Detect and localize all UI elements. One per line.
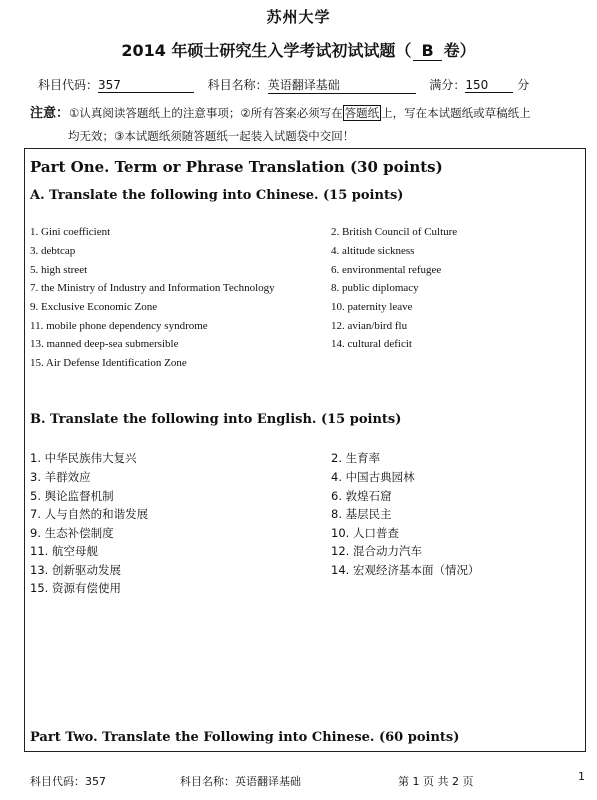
section-a-title: A. Translate the following into Chinese. (15 points) bbox=[30, 188, 404, 203]
subject-name-label: 科目名称： bbox=[207, 78, 268, 92]
term-item: 7. the Ministry of Industry and Information Technology bbox=[30, 282, 275, 294]
term-item: 8. 基层民主 bbox=[331, 507, 392, 521]
term-item: 13. manned deep-sea submersible bbox=[30, 338, 179, 350]
full-score-unit: 分 bbox=[517, 78, 530, 92]
term-item: 15. Air Defense Identification Zone bbox=[30, 357, 187, 369]
term-item: 12. 混合动力汽车 bbox=[331, 544, 422, 558]
term-item: 12. avian/bird flu bbox=[331, 320, 408, 332]
term-item: 4. altitude sickness bbox=[331, 245, 415, 257]
term-item: 9. Exclusive Economic Zone bbox=[30, 301, 158, 313]
term-item: 1. Gini coefficient bbox=[30, 226, 111, 238]
paper-letter: B bbox=[413, 41, 441, 61]
footer-subject-code: 科目代码：357 bbox=[30, 775, 106, 788]
term-item: 5. 舆论监督机制 bbox=[30, 489, 114, 503]
subject-code-value: 357 bbox=[98, 78, 194, 93]
exam-title-suffix: 卷） bbox=[443, 41, 476, 60]
part-two-title: Part Two. Translate the Following into Chinese. (60 points) bbox=[30, 730, 460, 745]
term-item: 4. 中国古典园林 bbox=[331, 470, 415, 484]
notes-line-2: 均无效；③本试题纸须随答题纸一起装入试题袋中交回！ bbox=[68, 129, 355, 143]
footer-page-count: 第 1 页 共 2 页 bbox=[398, 775, 474, 788]
term-item: 2. 生育率 bbox=[331, 451, 381, 465]
notes-line1-b: 上，写在本试题纸或草稿纸上 bbox=[381, 106, 531, 120]
notes-line-1 bbox=[30, 102, 531, 121]
full-score-label: 满分： bbox=[429, 78, 466, 92]
term-item: 6. environmental refugee bbox=[331, 264, 442, 276]
term-item: 14. 宏观经济基本面（情况） bbox=[331, 563, 480, 577]
term-item: 11. mobile phone dependency syndrome bbox=[30, 320, 208, 332]
term-item: 14. cultural deficit bbox=[331, 338, 412, 350]
term-item: 3. debtcap bbox=[30, 245, 76, 257]
term-item: 10. 人口普查 bbox=[331, 526, 399, 540]
notes-line1-a: ①认真阅读答题纸上的注意事项；②所有答案必须写在 bbox=[69, 106, 343, 120]
term-item: 15. 资源有偿使用 bbox=[30, 581, 121, 595]
part-one-title: Part One. Term or Phrase Translation (30 points) bbox=[30, 158, 443, 176]
term-item: 9. 生态补偿制度 bbox=[30, 526, 114, 540]
term-item: 6. 敦煌石窟 bbox=[331, 489, 392, 503]
subject-info bbox=[38, 76, 529, 94]
term-item: 8. public diplomacy bbox=[331, 282, 419, 294]
term-item: 13. 创新驱动发展 bbox=[30, 563, 121, 577]
exam-title-prefix: 2014 年硕士研究生入学考试初试试题（ bbox=[121, 41, 412, 60]
answer-sheet-boxed: 答题纸 bbox=[344, 106, 380, 120]
term-item: 11. 航空母舰 bbox=[30, 544, 98, 558]
term-item: 1. 中华民族伟大复兴 bbox=[30, 451, 137, 465]
subject-name-value: 英语翻译基础 bbox=[268, 76, 416, 94]
term-item: 10. paternity leave bbox=[331, 301, 413, 313]
term-item: 7. 人与自然的和谐发展 bbox=[30, 507, 149, 521]
full-score-value: 150 bbox=[465, 78, 513, 93]
subject-code-label: 科目代码： bbox=[38, 78, 99, 92]
university-name: 苏州大学 bbox=[266, 8, 331, 26]
exam-title bbox=[0, 38, 597, 61]
notes-label: 注意： bbox=[30, 106, 70, 121]
term-item: 2. British Council of Culture bbox=[331, 226, 458, 238]
term-item: 5. high street bbox=[30, 264, 88, 276]
term-item: 3. 羊群效应 bbox=[30, 470, 91, 484]
footer-page-number: 1 bbox=[578, 770, 585, 783]
footer-subject-name: 科目名称：英语翻译基础 bbox=[180, 775, 301, 788]
section-b-title: B. Translate the following into English. (15 points) bbox=[30, 412, 402, 427]
